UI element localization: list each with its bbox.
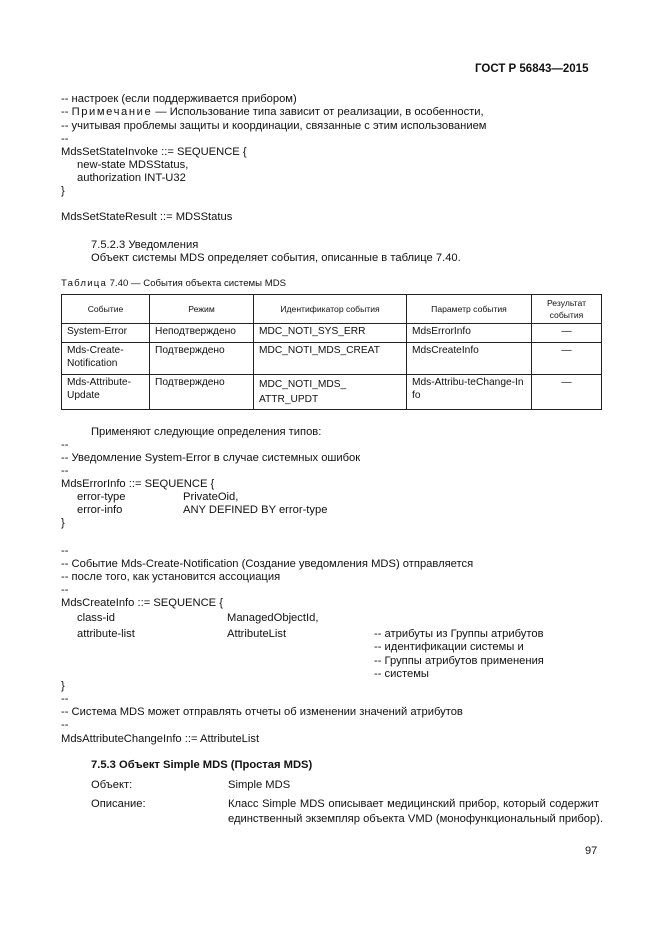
- code-field-type: ANY DEFINED BY error-type: [183, 504, 328, 516]
- table-cell: Mds-Attribute-Update: [62, 375, 150, 410]
- code-comment-line: --: [61, 439, 69, 451]
- attribute-value: Класс Simple MDS описывает медицинский прибор, который содержит: [228, 798, 599, 810]
- section-title: 7.5.3 Объект Simple MDS (Простая MDS): [91, 759, 313, 771]
- code-field-type: AttributeList: [227, 628, 287, 640]
- table-header-row: [62, 295, 602, 324]
- note-label: Примечание: [71, 106, 153, 118]
- table-row: [62, 324, 602, 343]
- intro-text: Применяют следующие определения типов:: [91, 426, 322, 438]
- note-text: — Использование типа зависит от реализации, в особенности,: [152, 106, 484, 118]
- table-cell: System-Error: [62, 324, 150, 343]
- table-cell: Подтверждено: [150, 375, 254, 410]
- attribute-value: Simple MDS: [228, 779, 291, 791]
- code-comment-line: -- Событие Mds-Create-Notification (Создание уведомления MDS) отправляется: [61, 558, 474, 570]
- code-line: MdsAttributeChangeInfo ::= AttributeList: [61, 733, 260, 745]
- code-comment: -- Группы атрибутов применения: [374, 655, 544, 667]
- code-field-name: attribute-list: [77, 628, 135, 640]
- table-header-cell: Событие: [62, 295, 150, 324]
- section-title: 7.5.2.3 Уведомления: [91, 239, 199, 251]
- code-comment: -- системы: [374, 668, 429, 680]
- note-prefix: --: [61, 106, 72, 118]
- code-field-name: class-id: [77, 612, 115, 624]
- page-number: 97: [585, 845, 598, 857]
- document-header: ГОСТ Р 56843—2015: [475, 63, 589, 75]
- table-cell: —: [532, 324, 602, 343]
- attribute-value: единственный экземпляр объекта VMD (монофункциональный прибор).: [228, 813, 604, 825]
- note-line: [61, 106, 484, 119]
- section-text: Объект системы MDS определяет события, описанные в таблице 7.40.: [91, 252, 461, 264]
- code-comment-line: -- после того, как установится ассоциация: [61, 571, 281, 583]
- code-comment-line: -- Уведомление System-Error в случае системных ошибок: [61, 452, 361, 464]
- code-comment-line: --: [61, 719, 69, 731]
- table-cell: MdsCreateInfo: [407, 343, 532, 375]
- attribute-label: Объект:: [91, 779, 133, 791]
- table-cell: Mds-Attribu-teChange-Info: [407, 375, 532, 410]
- table-cell: MDC_NOTI_SYS_ERR: [254, 324, 407, 343]
- table-caption-text: 7.40 — События объекта системы MDS: [107, 278, 287, 289]
- code-comment-line: -- Система MDS может отправлять отчеты об изменении значений атрибутов: [61, 706, 463, 718]
- table-caption-label: Таблица: [61, 278, 108, 289]
- table-row: [62, 343, 602, 375]
- events-table: [61, 294, 602, 410]
- table-header-cell: Идентификатор события: [254, 295, 407, 324]
- code-field-type: ManagedObjectId,: [227, 612, 319, 624]
- code-field-name: error-info: [77, 504, 123, 516]
- code-field: authorization INT-U32: [77, 172, 186, 184]
- table-cell: MDC_NOTI_MDS_CREAT: [254, 343, 407, 375]
- code-line: MdsSetStateResult ::= MDSStatus: [61, 211, 233, 223]
- code-comment-line: --: [61, 545, 69, 557]
- code-comment-line: --: [61, 133, 69, 145]
- code-brace: }: [61, 517, 65, 529]
- table-header-cell: Режим: [150, 295, 254, 324]
- code-line: MdsErrorInfo ::= SEQUENCE {: [61, 478, 215, 490]
- code-brace: }: [61, 185, 65, 197]
- table-cell: Mds-Create-Notification: [62, 343, 150, 375]
- table-cell: MdsErrorInfo: [407, 324, 532, 343]
- table-cell: —: [532, 375, 602, 410]
- table-caption: [61, 278, 286, 289]
- table-row: [62, 375, 602, 410]
- code-field: new-state MDSStatus,: [77, 159, 189, 171]
- code-brace: }: [61, 680, 65, 692]
- code-comment: -- идентификации системы и: [374, 641, 524, 653]
- code-comment: -- атрибуты из Группы атрибутов: [374, 628, 544, 640]
- attribute-label: Описание:: [91, 798, 146, 810]
- code-comment-line: -- настроек (если поддерживается прибором): [61, 93, 297, 105]
- table-cell: —: [532, 343, 602, 375]
- code-line: MdsSetStateInvoke ::= SEQUENCE {: [61, 146, 247, 158]
- code-comment-line: --: [61, 584, 69, 596]
- code-field-type: PrivateOid,: [183, 491, 239, 503]
- code-line: MdsCreateInfo ::= SEQUENCE {: [61, 597, 223, 609]
- code-comment-line: -- учитывая проблемы защиты и координации, связанные с этим использованием: [61, 120, 487, 132]
- code-field-name: error-type: [77, 491, 126, 503]
- code-comment-line: --: [61, 693, 69, 705]
- code-comment-line: --: [61, 465, 69, 477]
- table-cell: Неподтверждено: [150, 324, 254, 343]
- table-header-cell: Результат события: [532, 295, 602, 324]
- table-cell: MDC_NOTI_MDS_ ATTR_UPDT: [254, 375, 407, 410]
- table-cell: Подтверждено: [150, 343, 254, 375]
- table-header-cell: Параметр события: [407, 295, 532, 324]
